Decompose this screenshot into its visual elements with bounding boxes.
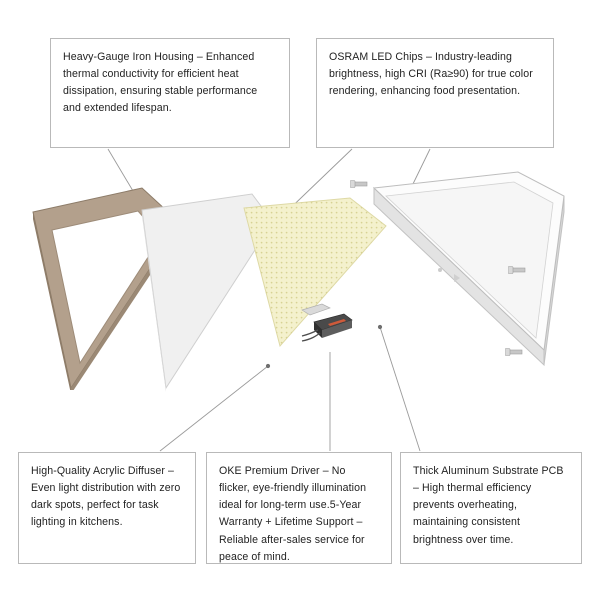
callout-iron-housing: Heavy-Gauge Iron Housing – Enhanced thermal conductivity for efficient heat dissipation, ensuring stable performance and extended lifespan.	[50, 38, 290, 148]
screw-icon-2	[508, 262, 524, 269]
part-driver-box	[300, 300, 360, 352]
callout-pcb: Thick Aluminum Substrate PCB – High thermal efficiency prevents overheating, maintaining consistent brightness over time.	[400, 452, 582, 564]
screw-icon-3	[505, 344, 521, 351]
screw-icon-1	[350, 176, 366, 183]
callout-led-chips: OSRAM LED Chips – Industry-leading brightness, high CRI (Ra≥90) for true color rendering, enhancing food presentation.	[316, 38, 554, 148]
callout-acrylic-diffuser: High-Quality Acrylic Diffuser – Even light distribution with zero dark spots, perfect for task lighting in kitchens.	[18, 452, 196, 564]
callout-driver: OKE Premium Driver – No flicker, eye-friendly illumination ideal for long-term use.5-Year Warranty + Lifetime Support – Reliable after-sales service for peace of mind.	[206, 452, 392, 564]
part-aluminum-backplate	[368, 170, 568, 365]
